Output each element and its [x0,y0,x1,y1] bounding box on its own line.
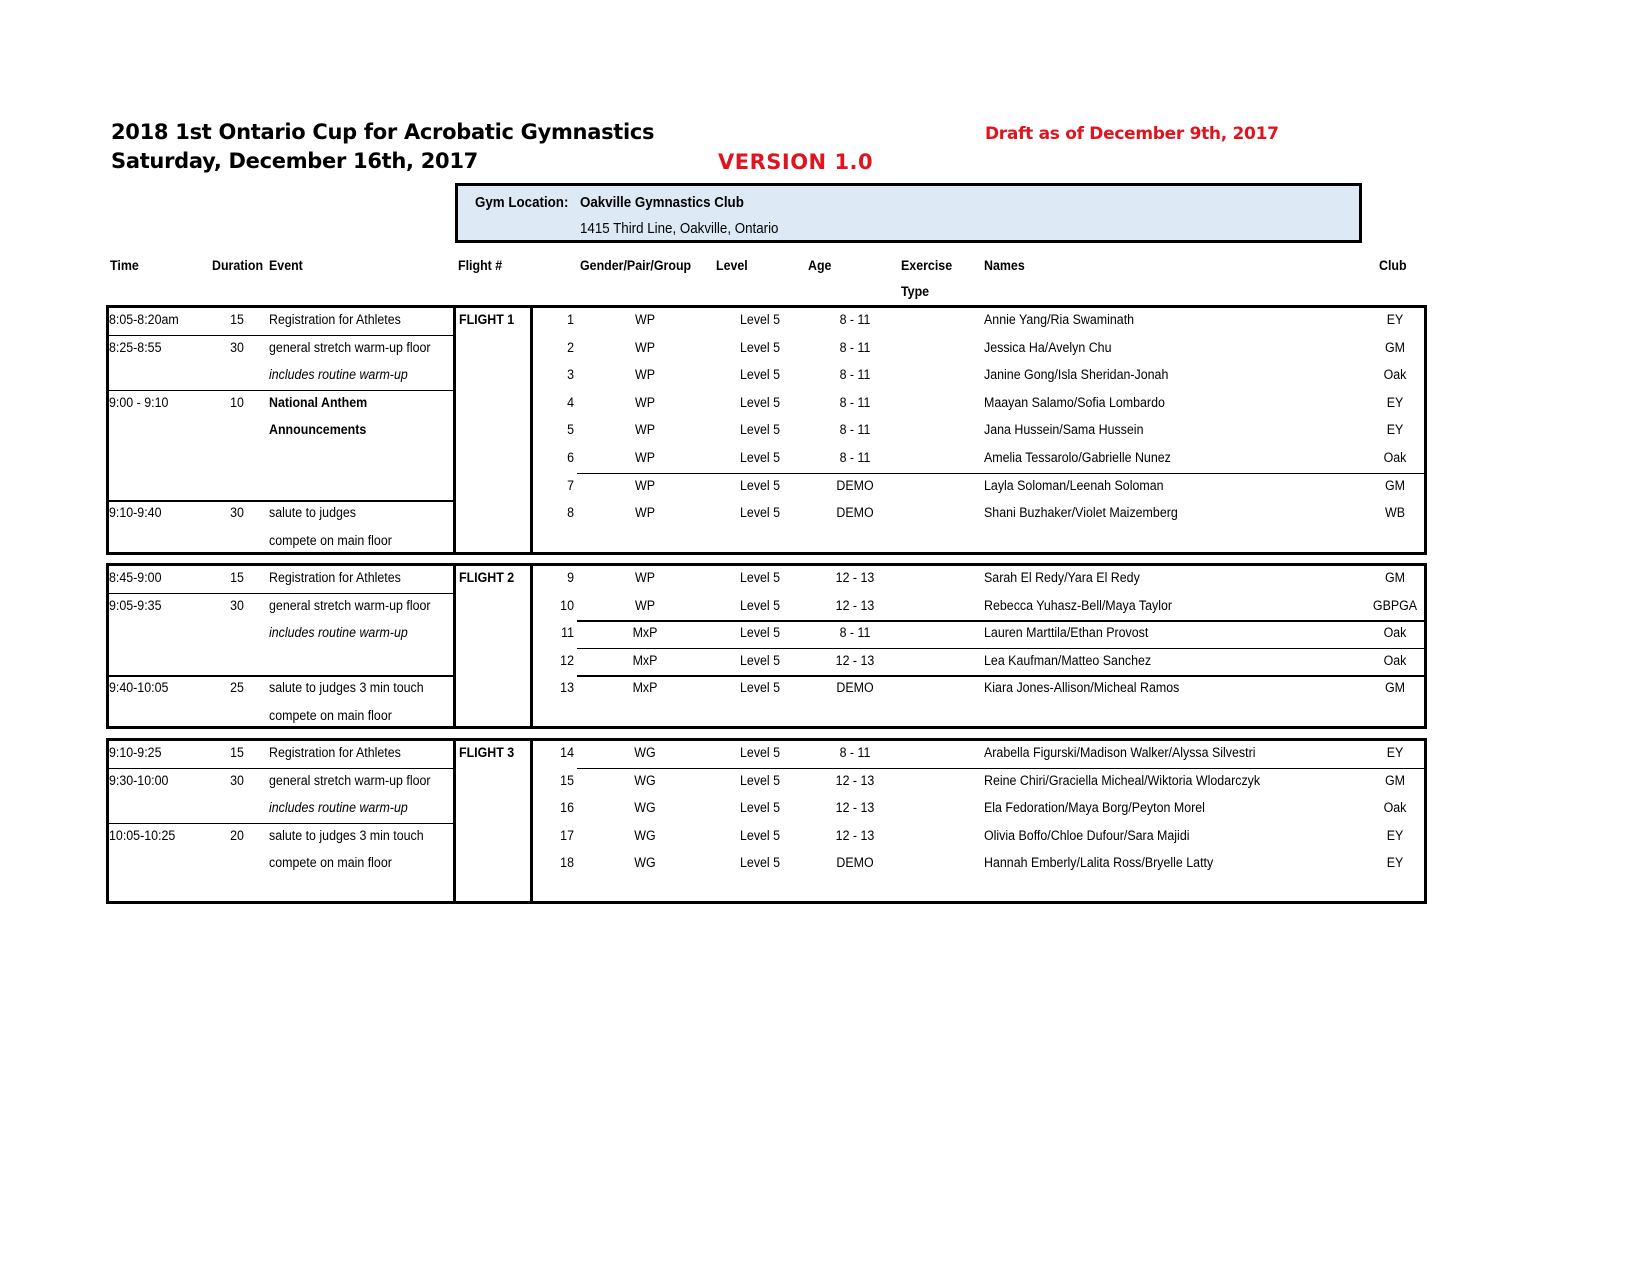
entry-number: 4 [567,394,574,410]
entry-names: Lauren Marttila/Ethan Provost [984,625,1149,641]
entry-level: Level 5 [740,652,781,668]
entry-club: Oak [1383,367,1407,383]
entry-club: EY [1386,855,1404,871]
entry-names: Kiara Jones-Allison/Micheal Ramos [984,680,1180,696]
entry-gender: WG [634,745,656,760]
time-cell: 9:00 - 9:10 [109,394,169,410]
entry-number: 5 [567,422,574,438]
event-cell: general stretch warm-up floor [269,339,431,355]
event-cell: compete on main floor [269,708,392,723]
entry-names: Amelia Tessarolo/Gabrielle Nunez [984,450,1171,465]
entry-club: WB [1384,505,1406,521]
entry-level: Level 5 [740,745,781,760]
duration-cell: 30 [230,339,244,355]
entry-gender: MxP [632,625,658,641]
duration-cell: 20 [230,827,244,843]
entry-names: Sarah El Redy/Yara El Redy [984,570,1140,585]
entry-age: 8 - 11 [839,745,871,760]
entry-names: Layla Soloman/Leenah Soloman [984,477,1164,493]
entry-level: Level 5 [740,422,781,438]
time-cell: 9:05-9:35 [109,597,162,613]
entry-gender: WP [634,339,656,355]
entry-age: 12 - 13 [835,597,875,613]
entry-gender: WP [634,367,656,383]
entry-level: Level 5 [740,855,781,871]
row-separator [109,768,453,770]
entry-age: 12 - 13 [835,800,875,816]
entry-age: 8 - 11 [839,450,871,465]
event-cell: compete on main floor [269,532,392,548]
event-cell: salute to judges 3 min touch [269,827,424,843]
time-cell: 8:05-8:20am [109,312,179,327]
column-divider [530,563,533,729]
entry-gender: WP [634,477,656,493]
entry-age: 8 - 11 [839,312,871,327]
entry-level: Level 5 [740,827,781,843]
entry-number: 16 [560,800,574,816]
entry-number: 15 [560,772,574,788]
entry-club: Oak [1383,450,1407,465]
flight-block [106,738,1427,904]
time-cell: 9:10-9:25 [109,745,162,760]
entry-club: EY [1386,394,1404,410]
row-separator [577,648,1425,650]
entry-age: 12 - 13 [835,652,875,668]
entry-age: 8 - 11 [839,422,871,438]
entry-names: Jessica Ha/Avelyn Chu [984,339,1112,355]
entry-age: 12 - 13 [835,570,875,585]
entry-age: 8 - 11 [839,625,871,641]
col-header-age: Age [808,258,832,273]
entry-level: Level 5 [740,800,781,816]
entry-age: DEMO [836,477,874,493]
entry-club: GM [1384,680,1406,696]
entry-age: 12 - 13 [835,827,875,843]
row-separator [109,335,453,337]
entry-number: 1 [567,312,574,327]
entry-number: 12 [560,652,574,668]
row-separator [577,675,1425,677]
entry-number: 6 [567,450,574,465]
entry-age: DEMO [836,680,874,696]
entry-number: 3 [567,367,574,383]
entry-age: DEMO [836,505,874,521]
event-cell: includes routine warm-up [269,367,408,383]
entry-club: EY [1386,312,1404,327]
event-cell: general stretch warm-up floor [269,772,431,788]
duration-cell: 15 [230,570,244,585]
row-separator [109,823,453,825]
flight-label: FLIGHT 2 [459,570,515,585]
entry-age: DEMO [836,855,874,871]
event-cell: salute to judges [269,505,357,521]
page-title: 2018 1st Ontario Cup for Acrobatic Gymnastics [111,120,655,144]
entry-number: 17 [560,827,574,843]
entry-names: Hannah Emberly/Lalita Ross/Bryelle Latty [984,855,1214,871]
entry-club: GM [1384,477,1406,493]
entry-names: Maayan Salamo/Sofia Lombardo [984,394,1165,410]
entry-level: Level 5 [740,625,781,641]
entry-names: Janine Gong/Isla Sheridan-Jonah [984,367,1169,383]
event-cell: Announcements [269,422,367,438]
entry-level: Level 5 [740,367,781,383]
col-header-club: Club [1379,258,1407,273]
event-cell: Registration for Athletes [269,312,401,327]
entry-gender: WP [634,570,656,585]
entry-gender: MxP [632,652,658,668]
entry-gender: WG [634,855,656,871]
entry-gender: WP [634,312,656,327]
row-separator [577,620,1425,622]
entry-names: Annie Yang/Ria Swaminath [984,312,1135,327]
entry-names: Olivia Boffo/Chloe Dufour/Sara Majidi [984,827,1190,843]
event-cell: compete on main floor [269,855,392,871]
col-header-level: Level [716,258,748,273]
entry-level: Level 5 [740,772,781,788]
entry-gender: WP [634,394,656,410]
gym-location-label: Gym Location: [475,195,569,211]
column-divider [453,305,456,555]
event-cell: Registration for Athletes [269,745,401,760]
time-cell: 8:25-8:55 [109,339,162,355]
entry-names: Rebecca Yuhasz-Bell/Maya Taylor [984,597,1173,613]
duration-cell: 15 [230,745,244,760]
entry-level: Level 5 [740,339,781,355]
entry-names: Ela Fedoration/Maya Borg/Peyton Morel [984,800,1205,816]
event-cell: Registration for Athletes [269,570,401,585]
entry-gender: WP [634,597,656,613]
entry-names: Shani Buzhaker/Violet Maizemberg [984,505,1178,521]
entry-number: 7 [567,477,574,493]
entry-number: 11 [561,625,574,641]
column-divider [530,305,533,555]
gym-name: Oakville Gymnastics Club [580,195,744,211]
entry-level: Level 5 [740,450,781,465]
entry-age: 8 - 11 [839,339,871,355]
gym-address: 1415 Third Line, Oakville, Ontario [580,221,779,237]
entry-gender: WP [634,450,656,465]
duration-cell: 15 [230,312,244,327]
time-cell: 9:30-10:00 [109,772,169,788]
flight-label: FLIGHT 3 [459,745,515,760]
entry-number: 8 [567,505,574,521]
time-cell: 10:05-10:25 [109,827,176,843]
column-divider [453,563,456,729]
entry-age: 8 - 11 [839,367,871,383]
entry-club: EY [1386,827,1404,843]
col-header-gender: Gender/Pair/Group [580,258,692,273]
col-header-event: Event [269,258,303,273]
duration-cell: 30 [230,505,244,521]
col-header-names: Names [984,258,1025,273]
flight-block [106,563,1427,729]
flight-label: FLIGHT 1 [459,312,515,327]
col-header-duration: Duration [212,258,264,273]
duration-cell: 30 [230,597,244,613]
entry-level: Level 5 [740,312,781,327]
entry-gender: MxP [632,680,658,696]
column-divider [453,738,456,904]
entry-names: Jana Hussein/Sama Hussein [984,422,1144,438]
event-cell: general stretch warm-up floor [269,597,431,613]
version-label: VERSION 1.0 [718,150,874,174]
entry-club: GM [1384,772,1406,788]
duration-cell: 25 [230,680,244,696]
entry-club: EY [1386,745,1404,760]
duration-cell: 30 [230,772,244,788]
entry-club: Oak [1383,800,1407,816]
event-cell: includes routine warm-up [269,625,408,641]
column-divider [530,738,533,904]
entry-club: GM [1384,570,1406,585]
entry-club: GM [1384,339,1406,355]
entry-club: EY [1386,422,1404,438]
entry-names: Arabella Figurski/Madison Walker/Alyssa Silvestri [984,745,1256,760]
entry-level: Level 5 [740,477,781,493]
entry-level: Level 5 [740,597,781,613]
row-separator [577,473,1425,475]
col-header-time: Time [110,258,139,273]
time-cell: 9:10-9:40 [109,505,162,521]
entry-names: Reine Chiri/Graciella Micheal/Wiktoria Wlodarczyk [984,772,1261,788]
col-header-exercise: Exercise [901,258,953,273]
event-cell: includes routine warm-up [269,800,408,816]
entry-number: 10 [560,597,574,613]
row-separator [577,768,1425,770]
time-cell: 8:45-9:00 [109,570,162,585]
event-date: Saturday, December 16th, 2017 [111,149,478,173]
entry-names: Lea Kaufman/Matteo Sanchez [984,652,1152,668]
entry-number: 13 [560,680,574,696]
entry-number: 18 [560,855,574,871]
entry-age: 12 - 13 [835,772,875,788]
entry-number: 14 [560,745,574,760]
entry-gender: WG [634,800,656,816]
row-separator [109,390,453,392]
entry-gender: WG [634,772,656,788]
col-header-flight: Flight # [458,258,503,273]
row-separator [109,593,453,595]
row-separator [109,675,453,677]
entry-level: Level 5 [740,680,781,696]
col-header-exercise-type: Type [901,284,930,299]
duration-cell: 10 [230,394,244,410]
entry-gender: WP [634,505,656,521]
event-cell: National Anthem [269,394,368,410]
draft-note: Draft as of December 9th, 2017 [985,124,1279,144]
row-separator [109,500,453,502]
event-cell: salute to judges 3 min touch [269,680,424,696]
entry-level: Level 5 [740,570,781,585]
entry-level: Level 5 [740,505,781,521]
time-cell: 9:40-10:05 [109,680,169,696]
entry-level: Level 5 [740,394,781,410]
entry-club: Oak [1383,625,1407,641]
entry-age: 8 - 11 [839,394,871,410]
entry-club: Oak [1383,652,1407,668]
entry-gender: WG [634,827,656,843]
entry-number: 2 [567,339,574,355]
entry-gender: WP [634,422,656,438]
entry-club: GBPGA [1372,597,1418,613]
entry-number: 9 [567,570,574,585]
